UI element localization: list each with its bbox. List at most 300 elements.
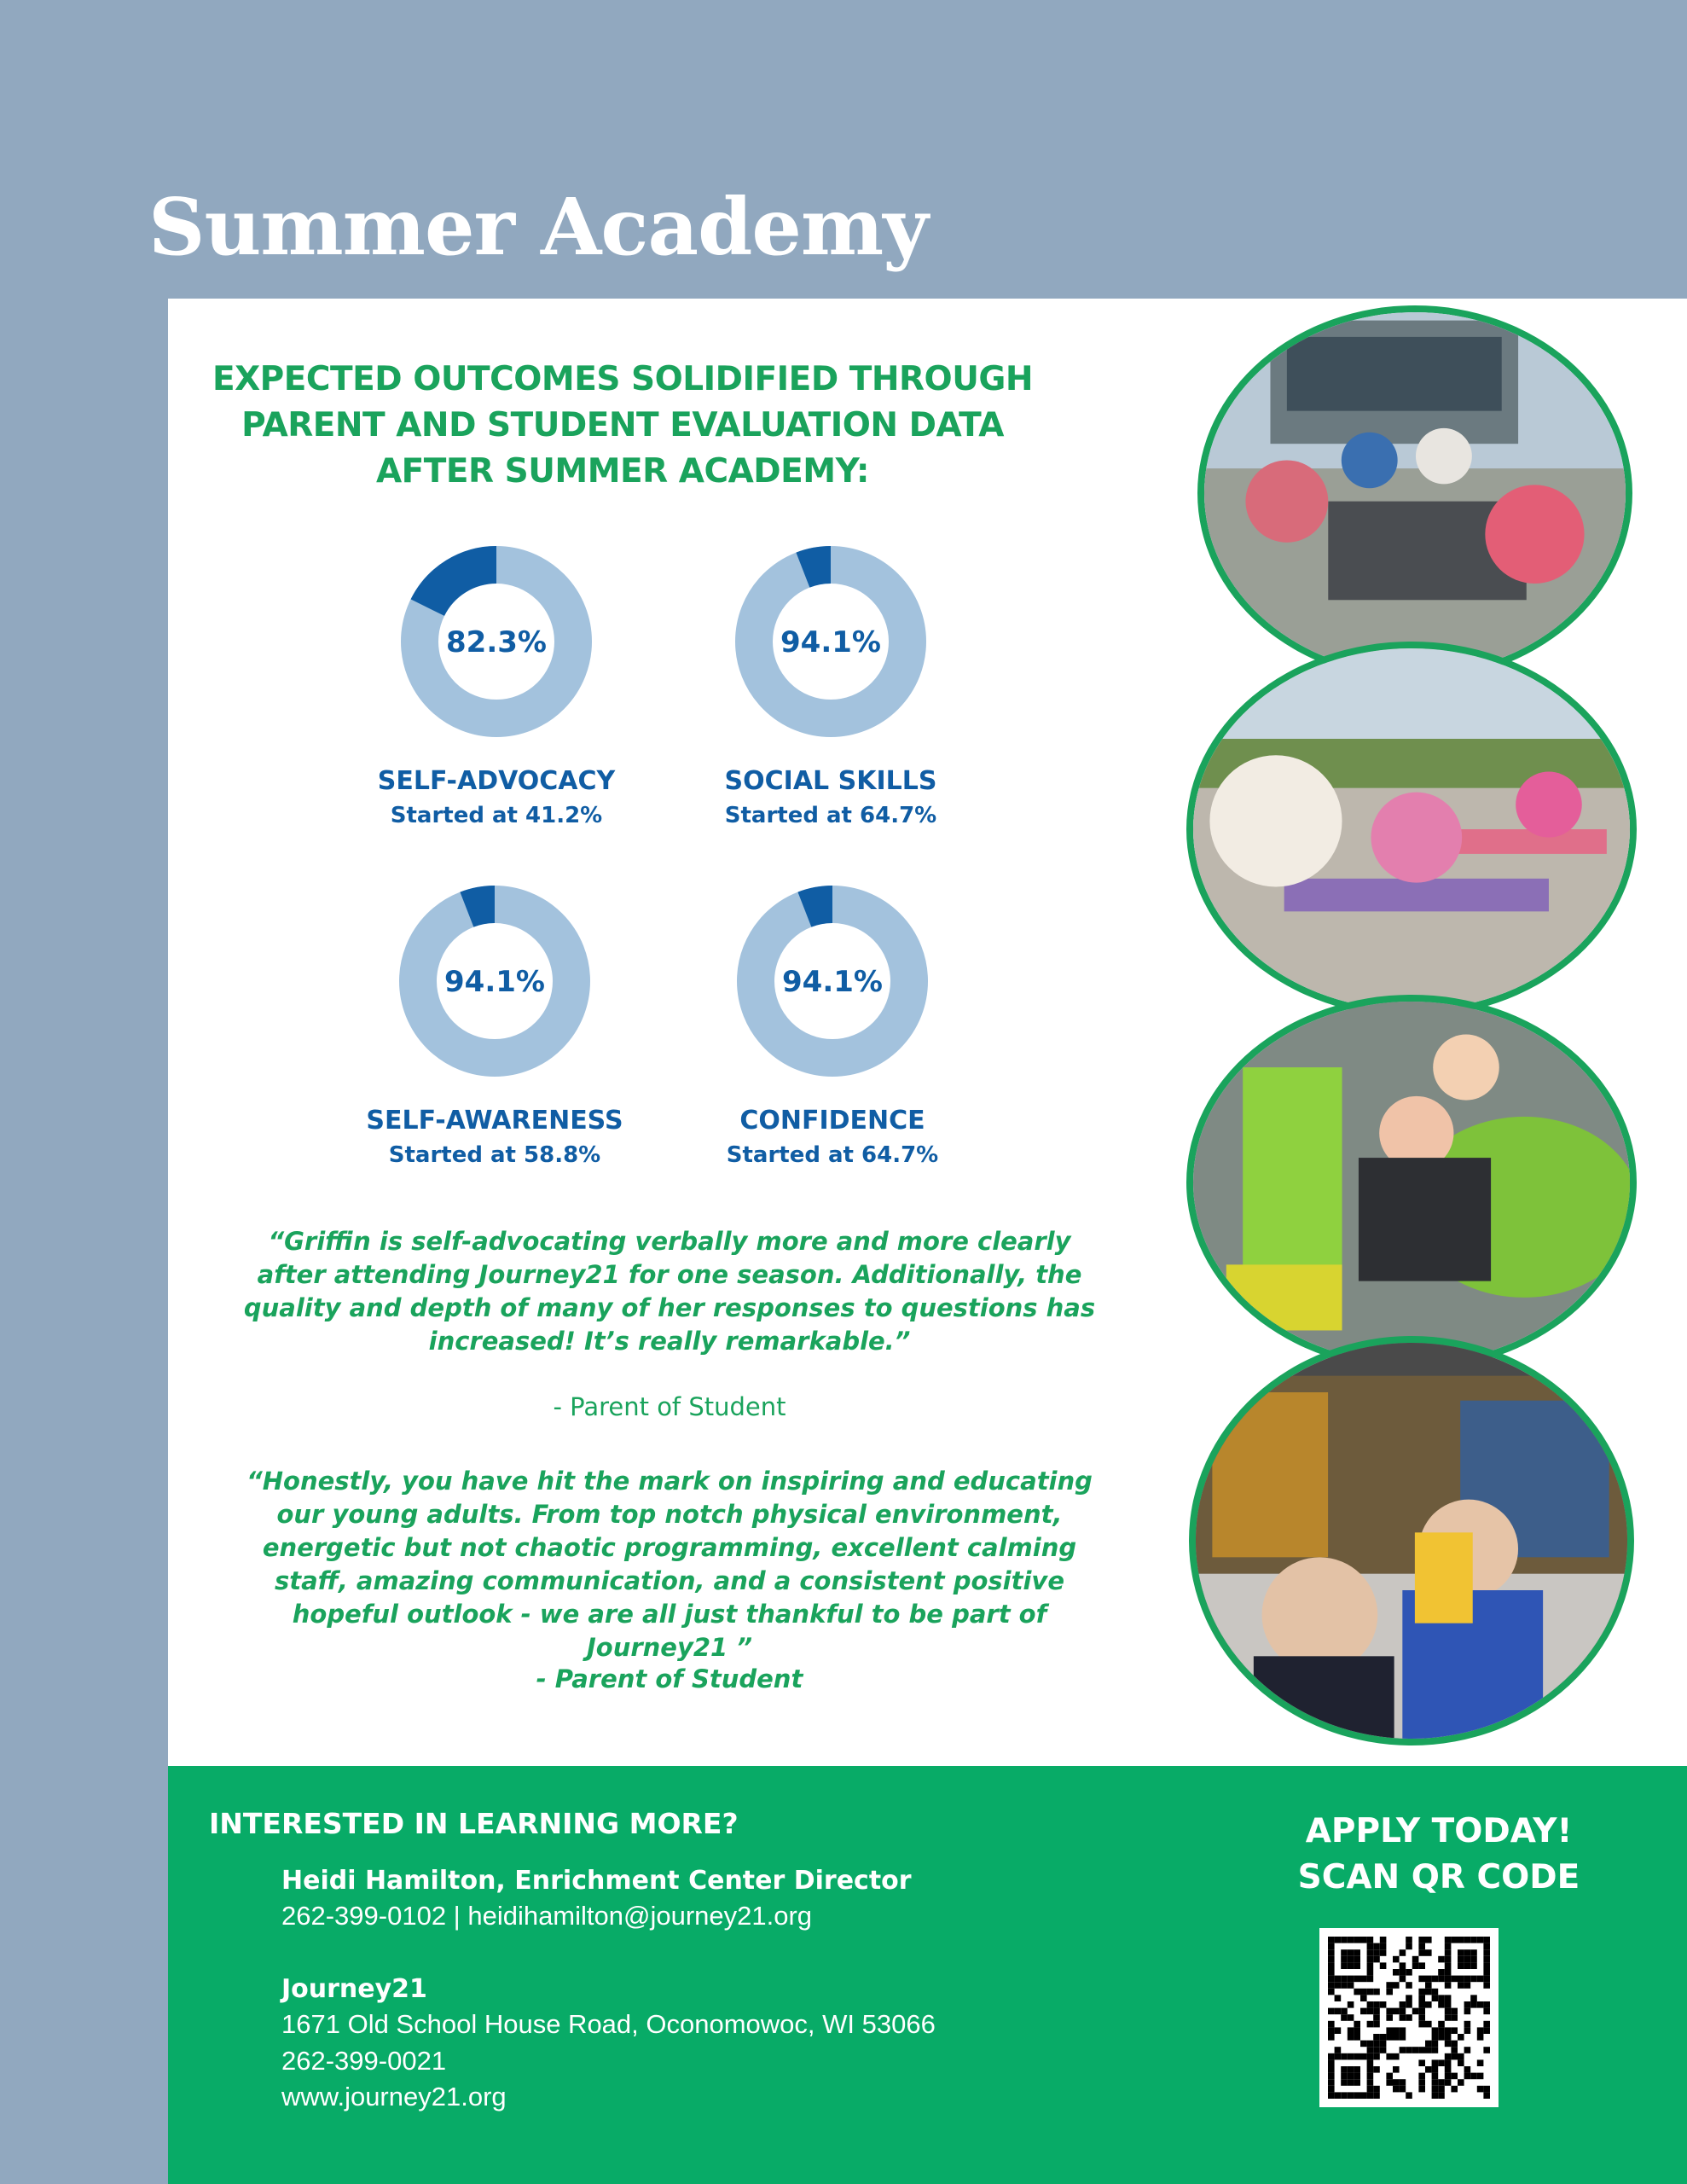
- stat-started: Started at 58.8%: [388, 1142, 601, 1168]
- qr-module: [1458, 2034, 1464, 2041]
- self-awareness-donut: [392, 879, 597, 1083]
- qr-module: [1432, 2066, 1439, 2073]
- qr-module: [1341, 1962, 1348, 1969]
- qr-module: [1483, 2092, 1490, 2099]
- qr-module: [1445, 1976, 1452, 1983]
- qr-module: [1367, 2021, 1374, 2028]
- org-address: 1671 Old School House Road, Oconomowoc, WI 53066: [281, 2009, 936, 2039]
- photo-grocery-store: [1189, 1336, 1634, 1745]
- qr-module: [1386, 2008, 1393, 2015]
- qr-module: [1464, 2027, 1471, 2034]
- photo-illustration: [1204, 312, 1626, 674]
- org-website-link[interactable]: www.journey21.org: [281, 2082, 507, 2111]
- qr-module: [1477, 2027, 1484, 2034]
- qr-module: [1445, 2034, 1452, 2041]
- qr-module: [1367, 2086, 1374, 2093]
- qr-module: [1483, 1943, 1490, 1950]
- qr-module: [1425, 2047, 1432, 2053]
- qr-module: [1464, 1962, 1471, 1969]
- qr-module: [1386, 2079, 1393, 2086]
- qr-module: [1328, 1949, 1335, 1956]
- qr-module: [1477, 2073, 1484, 2080]
- qr-module: [1380, 1943, 1387, 1950]
- qr-module: [1373, 2014, 1380, 2021]
- qr-module: [1458, 2059, 1464, 2066]
- qr-module: [1373, 1989, 1380, 1995]
- qr-module: [1406, 2014, 1412, 2021]
- apply-line: SCAN QR CODE: [1297, 1858, 1580, 1896]
- testimonial-attribution: - Parent of Student: [536, 1664, 803, 1693]
- qr-module: [1406, 2001, 1412, 2008]
- stat-confidence: [611, 879, 1054, 1168]
- stat-started: Started at 64.7%: [724, 803, 937, 828]
- qr-module: [1400, 2079, 1406, 2086]
- qr-module: [1335, 2053, 1342, 2060]
- donut-value: 94.1%: [444, 965, 545, 999]
- qr-module: [1328, 2086, 1335, 2093]
- qr-module: [1360, 2092, 1367, 2099]
- qr-module: [1477, 1937, 1484, 1943]
- qr-module: [1445, 1943, 1452, 1950]
- qr-module: [1451, 1976, 1458, 1983]
- qr-module: [1328, 1976, 1335, 1983]
- qr-module: [1432, 1976, 1439, 1983]
- qr-module: [1418, 2014, 1425, 2021]
- qr-module: [1483, 1976, 1490, 1983]
- qr-module: [1335, 2008, 1342, 2015]
- photo-illustration: [1196, 1343, 1627, 1739]
- qr-module: [1348, 1962, 1354, 1969]
- qr-module: [1418, 1949, 1425, 1956]
- qr-module: [1418, 2079, 1425, 2086]
- testimonial-quote: “Griffin is self-advocating verbally more and more clearly after attending Journey21 for one season. Additionally, the quality and depth of many of her responses to questions has increased! It’s really remarkable.”: [243, 1227, 1096, 1356]
- qr-module: [1360, 2008, 1367, 2015]
- qr-module: [1373, 2034, 1380, 2041]
- qr-module: [1458, 2079, 1464, 2086]
- qr-module: [1354, 2079, 1360, 2086]
- qr-module: [1400, 2086, 1406, 2093]
- qr-module: [1328, 2092, 1335, 2099]
- contact-name: Heidi Hamilton, Enrichment Center Director: [281, 1866, 912, 1896]
- qr-module: [1432, 2086, 1439, 2093]
- qr-module: [1380, 2041, 1387, 2048]
- qr-module: [1418, 1995, 1425, 2001]
- qr-module: [1354, 2021, 1360, 2028]
- qr-module: [1367, 1956, 1374, 1963]
- qr-module: [1367, 2066, 1374, 2073]
- qr-module: [1406, 1982, 1412, 1989]
- qr-module: [1470, 1976, 1477, 1983]
- qr-module: [1367, 2059, 1374, 2066]
- qr-module: [1373, 2092, 1380, 2099]
- qr-module: [1483, 2086, 1490, 2093]
- qr-module: [1418, 2008, 1425, 2015]
- qr-module: [1464, 2073, 1471, 2080]
- qr-module: [1328, 1969, 1335, 1976]
- qr-module: [1432, 2041, 1439, 2048]
- qr-module: [1425, 2066, 1432, 2073]
- qr-module: [1483, 2021, 1490, 2028]
- qr-module: [1438, 2021, 1445, 2028]
- qr-module: [1406, 2047, 1412, 2053]
- qr-module: [1400, 2014, 1406, 2021]
- qr-module: [1328, 2066, 1335, 2073]
- qr-module: [1400, 2008, 1406, 2015]
- donut-remainder-mark: [803, 565, 831, 570]
- qr-module: [1438, 2086, 1445, 2093]
- qr-module: [1328, 2079, 1335, 2086]
- testimonial-quote: “Honestly, you have hit the mark on inspiring and educating our young adults. From top notch physical environment, energetic but not chaotic programming, excellent calming staff, amazing communication, and a consistent positive hopeful outlook - we are all just thankful to be part of Journey21 ”: [246, 1467, 1093, 1662]
- qr-module: [1367, 2041, 1374, 2048]
- org-name: Journey21: [281, 1974, 427, 2004]
- qr-module: [1348, 2027, 1354, 2034]
- qr-module: [1432, 2059, 1439, 2066]
- qr-module: [1386, 2053, 1393, 2060]
- qr-module: [1380, 2034, 1387, 2041]
- qr-module: [1335, 2092, 1342, 2099]
- qr-module: [1438, 1969, 1445, 1976]
- qr-module: [1348, 2053, 1354, 2060]
- qr-module: [1367, 1962, 1374, 1969]
- qr-module: [1348, 1949, 1354, 1956]
- qr-module: [1445, 2001, 1452, 2008]
- qr-module: [1348, 1937, 1354, 1943]
- qr-module: [1367, 2047, 1374, 2053]
- qr-module: [1406, 1969, 1412, 1976]
- heading-line: EXPECTED OUTCOMES SOLIDIFIED THROUGH: [212, 360, 1034, 398]
- qr-module: [1393, 2027, 1400, 2034]
- qr-module: [1400, 1969, 1406, 1976]
- qr-module: [1445, 1995, 1452, 2001]
- qr-module: [1451, 2073, 1458, 2080]
- qr-module: [1380, 2047, 1387, 2053]
- qr-module: [1367, 2073, 1374, 2080]
- contact-footer: [168, 1766, 1687, 2184]
- qr-module: [1393, 2086, 1400, 2093]
- qr-module: [1445, 2053, 1452, 2060]
- testimonial-attribution: - Parent of Student: [553, 1392, 786, 1421]
- qr-module: [1432, 2079, 1439, 2086]
- qr-module: [1438, 2027, 1445, 2034]
- donut-remainder-mark: [427, 565, 496, 607]
- qr-module: [1458, 1949, 1464, 1956]
- qr-module: [1400, 1949, 1406, 1956]
- qr-module: [1341, 1949, 1348, 1956]
- qr-module: [1341, 1982, 1348, 1989]
- qr-module: [1412, 1962, 1419, 1969]
- qr-module: [1367, 1989, 1374, 1995]
- qr-module: [1341, 2079, 1348, 2086]
- qr-module: [1438, 2059, 1445, 2066]
- qr-module: [1373, 2066, 1380, 2073]
- qr-module: [1354, 2034, 1360, 2041]
- qr-module: [1425, 1989, 1432, 1995]
- qr-module: [1445, 1982, 1452, 1989]
- qr-module: [1367, 2079, 1374, 2086]
- qr-code[interactable]: [1319, 1928, 1499, 2107]
- qr-module: [1483, 1982, 1490, 1989]
- qr-module: [1483, 1962, 1490, 1969]
- qr-module: [1412, 2008, 1419, 2015]
- qr-module: [1418, 1962, 1425, 1969]
- qr-module: [1328, 2034, 1335, 2041]
- qr-module: [1445, 2066, 1452, 2073]
- qr-module: [1438, 1976, 1445, 1983]
- qr-module: [1354, 2066, 1360, 2073]
- apply-line: APPLY TODAY!: [1305, 1812, 1573, 1850]
- qr-module: [1348, 1956, 1354, 1963]
- stat-label: SELF-ADVOCACY: [377, 766, 616, 796]
- qr-module: [1348, 2092, 1354, 2099]
- qr-module: [1354, 1937, 1360, 1943]
- qr-module: [1354, 1956, 1360, 1963]
- qr-module: [1425, 1982, 1432, 1989]
- qr-module: [1483, 2008, 1490, 2015]
- qr-module: [1438, 2079, 1445, 2086]
- qr-module: [1367, 1976, 1374, 1983]
- qr-module: [1470, 1949, 1477, 1956]
- qr-module: [1328, 1943, 1335, 1950]
- stat-label: SOCIAL SKILLS: [724, 766, 937, 796]
- qr-module: [1464, 1976, 1471, 1983]
- qr-module: [1373, 2001, 1380, 2008]
- qr-module: [1335, 1982, 1342, 1989]
- qr-module: [1425, 1937, 1432, 1943]
- qr-module: [1373, 2086, 1380, 2093]
- qr-module: [1451, 2027, 1458, 2034]
- qr-module: [1438, 2034, 1445, 2041]
- qr-module: [1477, 1976, 1484, 1983]
- qr-module: [1451, 2014, 1458, 2021]
- qr-module: [1483, 1969, 1490, 1976]
- qr-module: [1328, 1982, 1335, 1989]
- qr-module: [1380, 1949, 1387, 1956]
- qr-module: [1348, 2066, 1354, 2073]
- qr-module: [1400, 2027, 1406, 2034]
- stat-social-skills: [609, 539, 1052, 828]
- qr-module: [1406, 1995, 1412, 2001]
- social-skills-donut: [728, 539, 933, 744]
- qr-module: [1373, 1949, 1380, 1956]
- qr-module: [1360, 2041, 1367, 2048]
- qr-module: [1445, 2008, 1452, 2015]
- qr-module: [1373, 2041, 1380, 2048]
- qr-module: [1328, 2059, 1335, 2066]
- qr-module: [1425, 1976, 1432, 1983]
- qr-module: [1400, 2034, 1406, 2041]
- qr-module: [1354, 2073, 1360, 2080]
- qr-module: [1373, 2008, 1380, 2015]
- qr-module: [1393, 2066, 1400, 2073]
- qr-code-graphic: [1319, 1928, 1499, 2107]
- qr-module: [1341, 2066, 1348, 2073]
- qr-module: [1348, 2014, 1354, 2021]
- qr-module: [1341, 2092, 1348, 2099]
- qr-module: [1451, 2008, 1458, 2015]
- page-title: Summer Academy: [148, 181, 928, 273]
- qr-module: [1483, 1949, 1490, 1956]
- qr-module: [1406, 2092, 1412, 2099]
- footer-heading: INTERESTED IN LEARNING MORE?: [209, 1807, 739, 1840]
- qr-module: [1451, 2047, 1458, 2053]
- qr-module: [1406, 1943, 1412, 1950]
- qr-module: [1335, 2047, 1342, 2053]
- qr-module: [1328, 1962, 1335, 1969]
- heading-line: AFTER SUMMER ACADEMY:: [375, 452, 870, 491]
- qr-module: [1360, 1976, 1367, 1983]
- qr-module: [1412, 1956, 1419, 1963]
- qr-module: [1380, 2001, 1387, 2008]
- qr-module: [1464, 1949, 1471, 1956]
- qr-module: [1328, 1956, 1335, 1963]
- qr-module: [1373, 2053, 1380, 2060]
- qr-module: [1445, 1937, 1452, 1943]
- qr-module: [1432, 1995, 1439, 2001]
- qr-module: [1445, 1962, 1452, 1969]
- qr-module: [1464, 2047, 1471, 2053]
- qr-module: [1418, 2073, 1425, 2080]
- org-phone[interactable]: 262-399-0021: [281, 2046, 447, 2076]
- qr-module: [1418, 1943, 1425, 1950]
- qr-module: [1458, 1962, 1464, 1969]
- qr-module: [1445, 1956, 1452, 1963]
- photo-yoga-class: [1186, 642, 1637, 1017]
- qr-module: [1464, 2001, 1471, 2008]
- qr-module: [1451, 2041, 1458, 2048]
- qr-module: [1335, 1937, 1342, 1943]
- qr-module: [1348, 2034, 1354, 2041]
- qr-module: [1425, 2001, 1432, 2008]
- qr-module: [1328, 2021, 1335, 2028]
- photo-illustration: [1193, 1002, 1630, 1363]
- qr-module: [1418, 1937, 1425, 1943]
- qr-module: [1438, 2092, 1445, 2099]
- qr-module: [1393, 1982, 1400, 1989]
- qr-module: [1477, 2059, 1484, 2066]
- qr-module: [1477, 2034, 1484, 2041]
- qr-module: [1477, 2086, 1484, 2093]
- qr-module: [1354, 1976, 1360, 1983]
- qr-module: [1341, 2014, 1348, 2021]
- qr-module: [1418, 2059, 1425, 2066]
- qr-module: [1348, 2073, 1354, 2080]
- qr-module: [1367, 1949, 1374, 1956]
- qr-module: [1464, 1982, 1471, 1989]
- qr-module: [1445, 2073, 1452, 2080]
- stat-started: Started at 64.7%: [726, 1142, 939, 1168]
- qr-module: [1335, 2027, 1342, 2034]
- photo-water-float: [1186, 995, 1637, 1370]
- qr-module: [1458, 1982, 1464, 1989]
- qr-module: [1432, 2092, 1439, 2099]
- qr-module: [1341, 1937, 1348, 1943]
- qr-module: [1458, 1976, 1464, 1983]
- qr-module: [1373, 1943, 1380, 1950]
- qr-module: [1348, 2001, 1354, 2008]
- qr-module: [1418, 1976, 1425, 1983]
- qr-module: [1354, 1962, 1360, 1969]
- contact-phone-email[interactable]: 262-399-0102 | heidihamilton@journey21.org: [281, 1901, 813, 1931]
- qr-module: [1445, 1969, 1452, 1976]
- qr-module: [1360, 1995, 1367, 2001]
- qr-module: [1373, 2047, 1380, 2053]
- qr-module: [1445, 2041, 1452, 2048]
- qr-module: [1341, 1976, 1348, 1983]
- qr-module: [1328, 2008, 1335, 2015]
- qr-module: [1438, 1995, 1445, 2001]
- qr-module: [1406, 1937, 1412, 1943]
- qr-module: [1425, 2021, 1432, 2028]
- qr-module: [1483, 1937, 1490, 1943]
- qr-module: [1348, 2079, 1354, 2086]
- qr-module: [1400, 1962, 1406, 1969]
- qr-module: [1373, 1956, 1380, 1963]
- qr-module: [1418, 2047, 1425, 2053]
- heading-line: PARENT AND STUDENT EVALUATION DATA: [241, 406, 1004, 444]
- qr-module: [1464, 2021, 1471, 2028]
- qr-module: [1393, 1969, 1400, 1976]
- qr-module: [1354, 2092, 1360, 2099]
- qr-module: [1367, 2092, 1374, 2099]
- qr-module: [1360, 1937, 1367, 1943]
- qr-module: [1445, 2059, 1452, 2066]
- qr-module: [1341, 2008, 1348, 2015]
- donut-value: 94.1%: [782, 965, 883, 999]
- qr-module: [1328, 1937, 1335, 1943]
- qr-module: [1386, 2014, 1393, 2021]
- qr-module: [1451, 2053, 1458, 2060]
- qr-module: [1425, 2041, 1432, 2048]
- qr-module: [1354, 1989, 1360, 1995]
- qr-module: [1328, 2073, 1335, 2080]
- qr-module: [1464, 2008, 1471, 2015]
- photo-students-at-table: [1197, 305, 1632, 681]
- qr-module: [1483, 2047, 1490, 2053]
- qr-module: [1367, 1943, 1374, 1950]
- qr-module: [1367, 2001, 1374, 2008]
- qr-module: [1425, 1949, 1432, 1956]
- donut-value: 82.3%: [446, 625, 547, 659]
- donut-remainder-mark: [804, 904, 832, 909]
- qr-module: [1386, 2073, 1393, 2080]
- qr-module: [1354, 2053, 1360, 2060]
- qr-module: [1464, 1937, 1471, 1943]
- qr-module: [1483, 1956, 1490, 1963]
- qr-module: [1445, 1949, 1452, 1956]
- qr-module: [1470, 2073, 1477, 2080]
- qr-module: [1367, 2008, 1374, 2015]
- qr-module: [1393, 2079, 1400, 2086]
- confidence-donut: [730, 879, 935, 1083]
- qr-module: [1483, 2001, 1490, 2008]
- qr-module: [1400, 1976, 1406, 1983]
- qr-module: [1380, 1962, 1387, 1969]
- stat-started: Started at 41.2%: [390, 803, 603, 828]
- qr-module: [1470, 1962, 1477, 1969]
- self-advocacy-donut: [394, 539, 599, 744]
- qr-module: [1451, 2086, 1458, 2093]
- qr-module: [1418, 2086, 1425, 2093]
- qr-module: [1470, 1937, 1477, 1943]
- qr-module: [1418, 2021, 1425, 2028]
- qr-module: [1360, 1989, 1367, 1995]
- qr-module: [1451, 1937, 1458, 1943]
- qr-module: [1445, 2014, 1452, 2021]
- qr-module: [1348, 1976, 1354, 1983]
- qr-module: [1438, 1956, 1445, 1963]
- qr-module: [1335, 1976, 1342, 1983]
- qr-module: [1380, 1937, 1387, 1943]
